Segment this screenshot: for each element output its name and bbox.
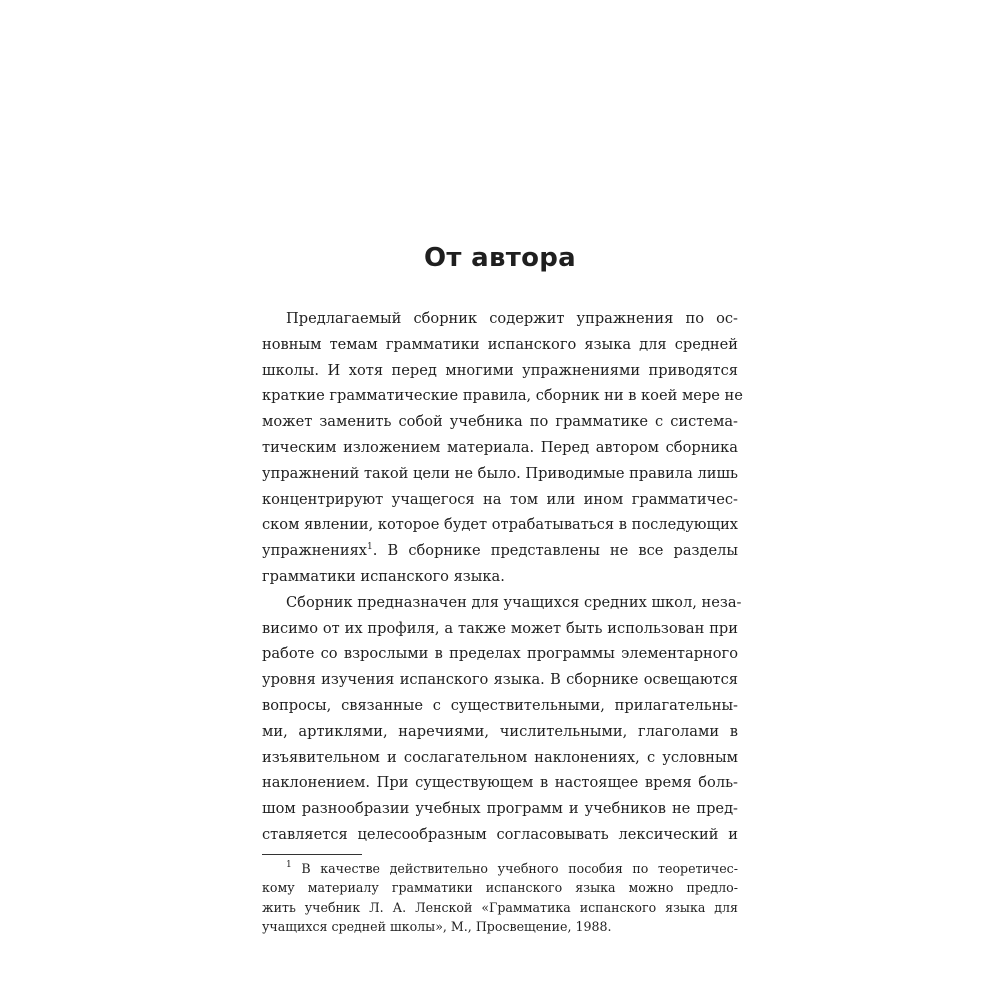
text-line: Сборник предназначен для учащихся средних школ, неза- — [286, 593, 742, 611]
footnote-text: В качестве действительно учебного пособия по теоретичес- — [291, 860, 738, 876]
text-line: изъявительном и сослагательном наклонениях, с условным — [262, 748, 738, 766]
text-line: уровня изучения испанского языка. В сборнике освещаются — [262, 671, 738, 689]
footnote-line: кому материалу грамматики испанского языка можно предло- — [262, 880, 738, 896]
text-line: школы. И хотя перед многими упражнениями приводятся — [262, 361, 738, 379]
text-line: наклонением. При существующем в настоящее время боль- — [262, 774, 738, 792]
footnote-marker: 1 — [286, 859, 292, 870]
page-title: От автора — [423, 243, 576, 273]
text-line: тическим изложением материала. Перед автором сборника — [262, 438, 738, 456]
text-line-with-note — [262, 538, 738, 564]
text-line: работе со взрослыми в пределах программы элементарного — [262, 645, 738, 663]
text-before-note: упражнениях — [262, 542, 368, 560]
footnote-line: учащихся средней школы», М., Просвещение, 1988. — [262, 919, 612, 935]
text-line: ставляется целесообразным согласовывать лексический и — [262, 825, 738, 843]
paragraph-1 — [262, 306, 743, 590]
text-line: вопросы, связанные с существительными, прилагательны- — [262, 696, 738, 714]
footnote-reference: 1 — [367, 542, 373, 553]
text-after-note: . В сборнике представлены не все разделы — [372, 542, 738, 560]
footnote-line — [262, 859, 738, 879]
text-line: висимо от их профиля, а также может быть использован при — [262, 619, 738, 637]
text-line: может заменить собой учебника по грамматике с система- — [262, 413, 738, 431]
paragraph-2 — [262, 590, 742, 848]
page — [262, 236, 743, 937]
text-line: ми, артиклями, наречиями, числительными, глаголами в — [262, 722, 738, 740]
text-line: Предлагаемый сборник содержит упражнения по ос- — [286, 310, 738, 327]
text-line: концентрируют учащегося на том или ином грамматичес- — [262, 490, 738, 508]
text-line: новным темам грамматики испанского языка для средней — [262, 335, 738, 353]
text-line: краткие грамматические правила, сборник ни в коей мере не — [262, 387, 743, 405]
text-line: шом разнообразии учебных программ и учебников не пред- — [262, 800, 738, 818]
footnote — [262, 859, 738, 937]
text-line: упражнений такой цели не было. Приводимые правила лишь — [262, 464, 738, 482]
footnote-divider — [262, 854, 362, 855]
text-line: ском явлении, которое будет отрабатываться в последующих — [262, 516, 739, 534]
text-line: грамматики испанского языка. — [262, 567, 505, 585]
footnote-line: жить учебник Л. А. Ленской «Грамматика испанского языка для — [262, 899, 738, 915]
